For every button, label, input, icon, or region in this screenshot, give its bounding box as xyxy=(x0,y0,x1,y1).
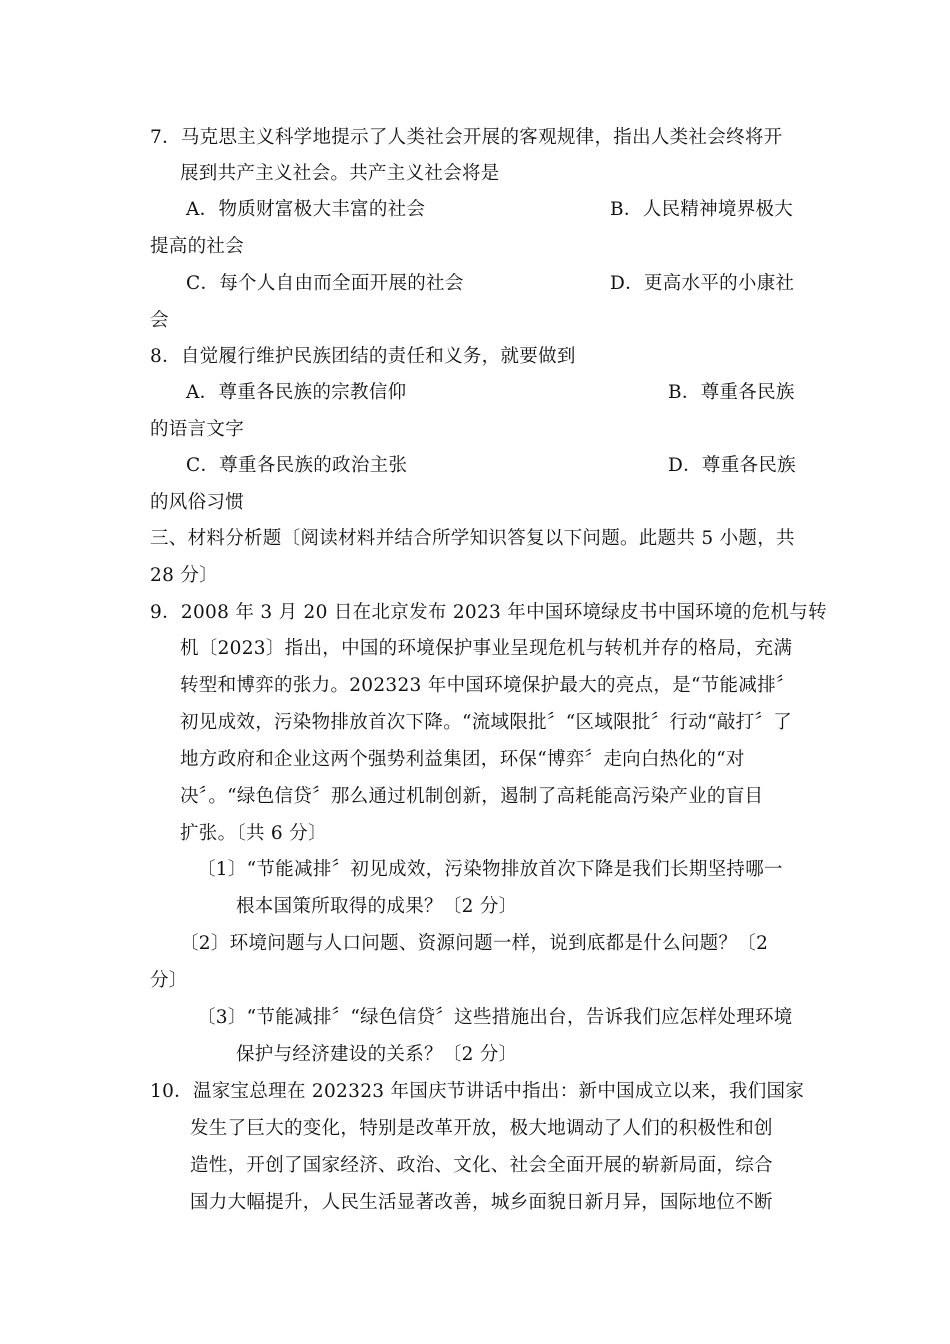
q9-material-line: 决〞。“绿色信贷〞那么通过机制创新，遏制了高耗能高污染产业的盲目 xyxy=(180,786,764,807)
q8-option-b-continued: 的语言文字 xyxy=(150,419,245,440)
q8-option-d-continued: 的风俗习惯 xyxy=(150,492,245,513)
q9-subquestion-3: 〔3〕“节能减排〞“绿色信贷〞这些措施出台，告诉我们应怎样处理环境 xyxy=(197,1007,793,1028)
q7-option-a: A．物质财富极大丰富的社会 xyxy=(186,199,426,220)
q10-material-line: 国力大幅提升，人民生活显著改善，城乡面貌日新月异，国际地位不断 xyxy=(190,1192,773,1213)
q7-option-b: B．人民精神境界极大 xyxy=(610,199,794,220)
q8-stem: 8．自觉履行维护民族团结的责任和义务，就要做到 xyxy=(150,346,576,367)
q9-subquestion-2-continued: 分〕 xyxy=(150,970,188,991)
q9-subquestion-3-continued: 保护与经济建设的关系？〔2 分〕 xyxy=(236,1044,518,1065)
q9-material-line: 9．2008 年 3 月 20 日在北京发布 2023 年中国环境绿皮书中国环境的危机与转 xyxy=(150,602,827,623)
q10-material-line: 发生了巨大的变化，特别是改革开放，极大地调动了人们的积极性和创 xyxy=(190,1118,773,1139)
section-heading-line-2: 28 分〕 xyxy=(150,565,218,586)
section-heading-line-1: 三、材料分析题〔阅读材料并结合所学知识答复以下问题。此题共 5 小题，共 xyxy=(150,528,795,549)
q8-option-c: C．尊重各民族的政治主张 xyxy=(186,455,408,476)
q8-option-b: B．尊重各民族 xyxy=(668,382,795,403)
q8-option-d: D．尊重各民族 xyxy=(668,455,796,476)
q9-subquestion-1: 〔1〕“节能减排〞初见成效，污染物排放首次下降是我们长期坚持哪一 xyxy=(197,859,783,880)
q9-subquestion-1-continued: 根本国策所取得的成果？〔2 分〕 xyxy=(236,896,518,917)
q10-material-line: 10．温家宝总理在 202323 年国庆节讲话中指出：新中国成立以来，我们国家 xyxy=(150,1081,805,1102)
q7-option-d-continued: 会 xyxy=(150,310,169,331)
q7-stem-line-2: 展到共产主义社会。共产主义社会将是 xyxy=(180,163,500,184)
q7-option-c: C．每个人自由而全面开展的社会 xyxy=(186,273,464,294)
q8-option-a: A．尊重各民族的宗教信仰 xyxy=(186,382,407,403)
q9-material-line: 地方政府和企业这两个强势利益集团，环保“博弈〞走向白热化的“对 xyxy=(180,749,745,770)
q7-option-b-continued: 提高的社会 xyxy=(150,236,245,257)
q7-option-d: D．更高水平的小康社 xyxy=(610,273,795,294)
q9-material-line: 初见成效，污染物排放首次下降。“流域限批〞“区域限批〞行动“敲打〞了 xyxy=(180,712,793,733)
q10-material-line: 造性，开创了国家经济、政治、文化、社会全面开展的崭新局面，综合 xyxy=(190,1155,773,1176)
q9-material-line: 机〔2023〕指出，中国的环境保护事业呈现危机与转机并存的格局，充满 xyxy=(180,638,793,659)
q9-material-line: 转型和博弈的张力。202323 年中国环境保护最大的亮点，是“节能减排〞 xyxy=(180,675,795,696)
q9-subquestion-2: 〔2〕环境问题与人口问题、资源问题一样，说到底都是什么问题？〔2 xyxy=(180,933,769,954)
q9-material-line: 扩张。〔共 6 分〕 xyxy=(180,823,327,844)
q7-stem-line-1: 7．马克思主义科学地提示了人类社会开展的客观规律，指出人类社会终将开 xyxy=(150,127,783,148)
